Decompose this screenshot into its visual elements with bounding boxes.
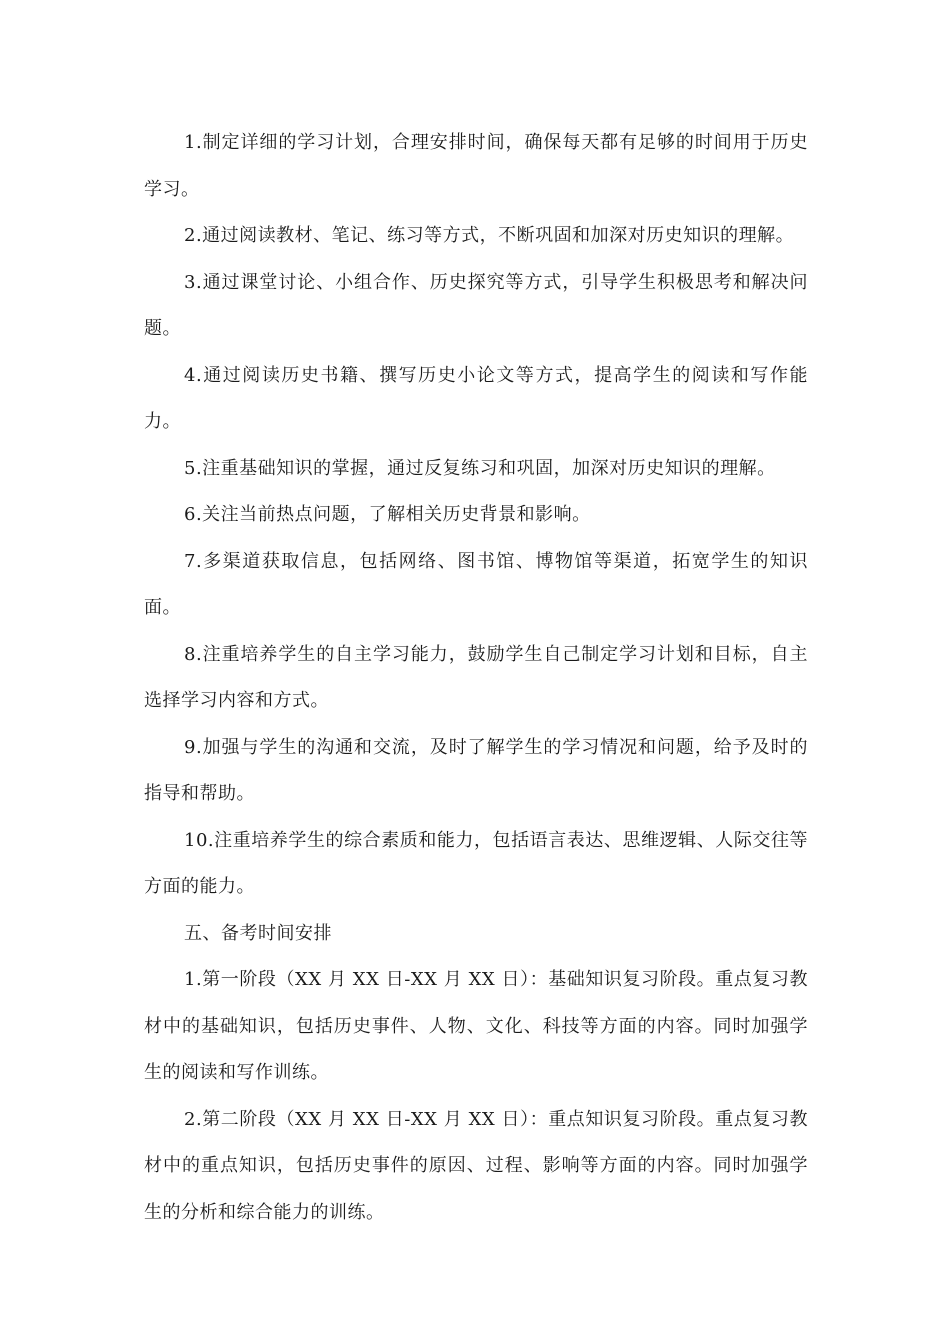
paragraph-3: 3.通过课堂讨论、小组合作、历史探究等方式，引导学生积极思考和解决问题。 [144, 271, 808, 339]
paragraph-5: 5.注重基础知识的掌握，通过反复练习和巩固，加深对历史知识的理解。 [184, 457, 776, 479]
paragraph-9: 9.加强与学生的沟通和交流，及时了解学生的学习情况和问题，给予及时的指导和帮助。 [144, 736, 808, 804]
paragraph-7: 7.多渠道获取信息，包括网络、图书馆、博物馆等渠道，拓宽学生的知识面。 [144, 550, 808, 618]
stage-1-paragraph: 1.第一阶段（XX 月 XX 日-XX 月 XX 日）：基础知识复习阶段。重点复习教材中的基础知识，包括历史事件、人物、文化、科技等方面的内容。同时加强学生的阅读和写作训练。 [144, 969, 808, 1083]
paragraph-10: 10.注重培养学生的综合素质和能力，包括语言表达、思维逻辑、人际交往等方面的能力。 [144, 829, 808, 897]
paragraph-1: 1.制定详细的学习计划，合理安排时间，确保每天都有足够的时间用于历史学习。 [144, 132, 808, 200]
section-heading: 五、备考时间安排 [184, 922, 332, 944]
stage-2-paragraph: 2.第二阶段（XX 月 XX 日-XX 月 XX 日）：重点知识复习阶段。重点复习教材中的重点知识，包括历史事件的原因、过程、影响等方面的内容。同时加强学生的分析和综合能力的训练。 [144, 1108, 808, 1223]
paragraph-8: 8.注重培养学生的自主学习能力，鼓励学生自己制定学习计划和目标，自主选择学习内容和方式。 [144, 643, 808, 711]
paragraph-2: 2.通过阅读教材、笔记、练习等方式，不断巩固和加深对历史知识的理解。 [184, 225, 795, 246]
paragraph-4: 4.通过阅读历史书籍、撰写历史小论文等方式，提高学生的阅读和写作能力。 [144, 364, 808, 432]
paragraph-6: 6.关注当前热点问题，了解相关历史背景和影响。 [184, 504, 591, 525]
document-body [144, 120, 808, 1236]
